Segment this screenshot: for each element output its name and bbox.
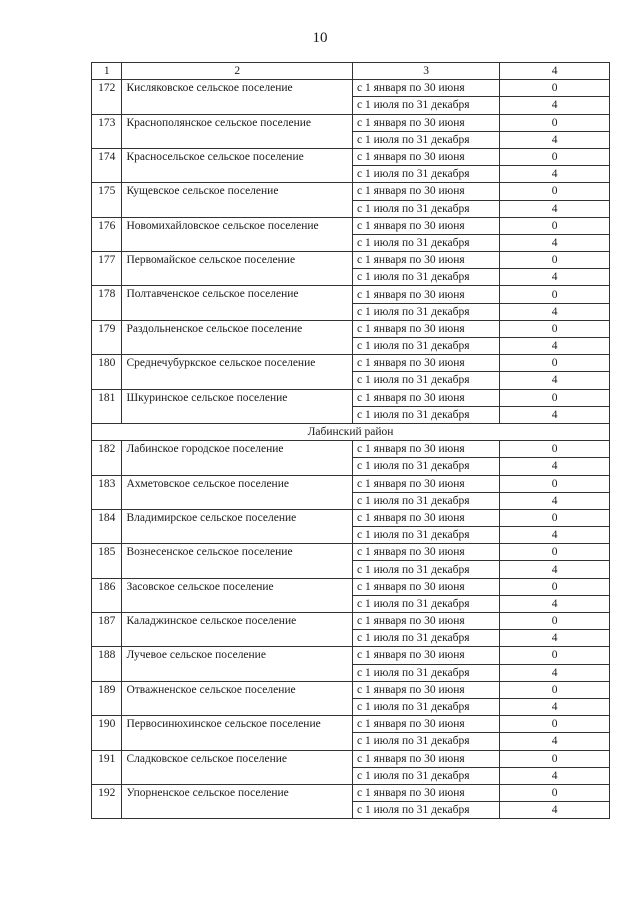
table-row	[92, 716, 610, 733]
row-number: 183	[92, 475, 122, 509]
settlement-name: Кущевское сельское поселение	[122, 183, 353, 217]
table-row	[92, 475, 610, 492]
period-first-half: с 1 января по 30 июня	[353, 252, 500, 269]
value-second-half: 4	[500, 492, 610, 509]
value-first-half: 0	[500, 544, 610, 561]
table-row	[92, 389, 610, 406]
row-number: 175	[92, 183, 122, 217]
value-first-half: 0	[500, 286, 610, 303]
period-second-half: с 1 июля по 31 декабря	[353, 767, 500, 784]
period-first-half: с 1 января по 30 июня	[353, 716, 500, 733]
period-first-half: с 1 января по 30 июня	[353, 509, 500, 526]
period-first-half: с 1 января по 30 июня	[353, 183, 500, 200]
table-header-row	[92, 63, 610, 80]
period-second-half: с 1 июля по 31 декабря	[353, 269, 500, 286]
settlement-name: Сладковское сельское поселение	[122, 750, 353, 784]
period-first-half: с 1 января по 30 июня	[353, 80, 500, 97]
value-second-half: 4	[500, 269, 610, 286]
value-second-half: 4	[500, 406, 610, 423]
header-col-1: 1	[92, 63, 122, 80]
period-first-half: с 1 января по 30 июня	[353, 441, 500, 458]
settlement-name: Упорненское сельское поселение	[122, 784, 353, 818]
period-first-half: с 1 января по 30 июня	[353, 544, 500, 561]
district-row	[92, 423, 610, 440]
settlement-name: Владимирское сельское поселение	[122, 509, 353, 543]
period-first-half: с 1 января по 30 июня	[353, 750, 500, 767]
row-number: 186	[92, 578, 122, 612]
period-second-half: с 1 июля по 31 декабря	[353, 131, 500, 148]
row-number: 181	[92, 389, 122, 423]
value-first-half: 0	[500, 475, 610, 492]
header-col-2: 2	[122, 63, 353, 80]
period-second-half: с 1 июля по 31 декабря	[353, 406, 500, 423]
period-first-half: с 1 января по 30 июня	[353, 114, 500, 131]
value-first-half: 0	[500, 613, 610, 630]
period-second-half: с 1 июля по 31 декабря	[353, 458, 500, 475]
value-second-half: 4	[500, 698, 610, 715]
period-first-half: с 1 января по 30 июня	[353, 647, 500, 664]
table-row	[92, 217, 610, 234]
value-second-half: 4	[500, 458, 610, 475]
value-second-half: 4	[500, 200, 610, 217]
period-second-half: с 1 июля по 31 декабря	[353, 492, 500, 509]
settlement-name: Первосинюхинское сельское поселение	[122, 716, 353, 750]
period-first-half: с 1 января по 30 июня	[353, 389, 500, 406]
value-second-half: 4	[500, 630, 610, 647]
row-number: 190	[92, 716, 122, 750]
value-first-half: 0	[500, 80, 610, 97]
value-first-half: 0	[500, 647, 610, 664]
row-number: 192	[92, 784, 122, 818]
period-second-half: с 1 июля по 31 декабря	[353, 630, 500, 647]
period-second-half: с 1 июля по 31 декабря	[353, 802, 500, 819]
period-second-half: с 1 июля по 31 декабря	[353, 234, 500, 251]
table-row	[92, 544, 610, 561]
row-number: 176	[92, 217, 122, 251]
row-number: 187	[92, 613, 122, 647]
row-number: 179	[92, 320, 122, 354]
row-number: 189	[92, 681, 122, 715]
settlement-name: Лучевое сельское поселение	[122, 647, 353, 681]
period-second-half: с 1 июля по 31 декабря	[353, 527, 500, 544]
settlement-name: Среднечубуркское сельское поселение	[122, 355, 353, 389]
settlement-name: Раздольненское сельское поселение	[122, 320, 353, 354]
period-first-half: с 1 января по 30 июня	[353, 148, 500, 165]
table-row	[92, 441, 610, 458]
settlement-name: Новомихайловское сельское поселение	[122, 217, 353, 251]
period-second-half: с 1 июля по 31 декабря	[353, 733, 500, 750]
row-number: 172	[92, 80, 122, 114]
schedule-table-body	[92, 63, 610, 819]
value-second-half: 4	[500, 303, 610, 320]
settlement-name: Лабинское городское поселение	[122, 441, 353, 475]
settlement-name: Вознесенское сельское поселение	[122, 544, 353, 578]
row-number: 180	[92, 355, 122, 389]
value-first-half: 0	[500, 784, 610, 801]
schedule-table	[91, 62, 610, 819]
settlement-name: Красносельское сельское поселение	[122, 148, 353, 182]
value-first-half: 0	[500, 114, 610, 131]
period-second-half: с 1 июля по 31 декабря	[353, 338, 500, 355]
period-first-half: с 1 января по 30 июня	[353, 355, 500, 372]
row-number: 174	[92, 148, 122, 182]
value-second-half: 4	[500, 527, 610, 544]
row-number: 191	[92, 750, 122, 784]
header-col-3: 3	[353, 63, 500, 80]
value-first-half: 0	[500, 681, 610, 698]
value-first-half: 0	[500, 578, 610, 595]
settlement-name: Засовское сельское поселение	[122, 578, 353, 612]
period-first-half: с 1 января по 30 июня	[353, 681, 500, 698]
page-number: 10	[312, 30, 328, 46]
value-first-half: 0	[500, 750, 610, 767]
value-second-half: 4	[500, 767, 610, 784]
settlement-name: Шкуринское сельское поселение	[122, 389, 353, 423]
row-number: 173	[92, 114, 122, 148]
row-number: 182	[92, 441, 122, 475]
value-second-half: 4	[500, 733, 610, 750]
value-second-half: 4	[500, 97, 610, 114]
period-first-half: с 1 января по 30 июня	[353, 286, 500, 303]
table-row	[92, 784, 610, 801]
value-second-half: 4	[500, 372, 610, 389]
row-number: 184	[92, 509, 122, 543]
value-second-half: 4	[500, 561, 610, 578]
table-row	[92, 183, 610, 200]
period-second-half: с 1 июля по 31 декабря	[353, 698, 500, 715]
period-first-half: с 1 января по 30 июня	[353, 578, 500, 595]
period-first-half: с 1 января по 30 июня	[353, 475, 500, 492]
district-name: Лабинский район	[92, 423, 610, 440]
settlement-name: Краснополянское сельское поселение	[122, 114, 353, 148]
period-second-half: с 1 июля по 31 декабря	[353, 595, 500, 612]
settlement-name: Ахметовское сельское поселение	[122, 475, 353, 509]
value-first-half: 0	[500, 509, 610, 526]
period-second-half: с 1 июля по 31 декабря	[353, 166, 500, 183]
row-number: 178	[92, 286, 122, 320]
row-number: 177	[92, 252, 122, 286]
row-number: 185	[92, 544, 122, 578]
table-row	[92, 647, 610, 664]
table-row	[92, 252, 610, 269]
value-second-half: 4	[500, 664, 610, 681]
value-first-half: 0	[500, 320, 610, 337]
period-second-half: с 1 июля по 31 декабря	[353, 97, 500, 114]
settlement-name: Кисляковское сельское поселение	[122, 80, 353, 114]
period-second-half: с 1 июля по 31 декабря	[353, 561, 500, 578]
settlement-name: Отважненское сельское поселение	[122, 681, 353, 715]
value-second-half: 4	[500, 131, 610, 148]
settlement-name: Каладжинское сельское поселение	[122, 613, 353, 647]
value-first-half: 0	[500, 355, 610, 372]
table-row	[92, 320, 610, 337]
table-row	[92, 80, 610, 97]
table-row	[92, 286, 610, 303]
row-number: 188	[92, 647, 122, 681]
value-second-half: 4	[500, 234, 610, 251]
period-second-half: с 1 июля по 31 декабря	[353, 200, 500, 217]
period-second-half: с 1 июля по 31 декабря	[353, 664, 500, 681]
table-row	[92, 750, 610, 767]
value-first-half: 0	[500, 148, 610, 165]
table-row	[92, 148, 610, 165]
value-first-half: 0	[500, 183, 610, 200]
table-row	[92, 355, 610, 372]
value-second-half: 4	[500, 338, 610, 355]
table-row	[92, 613, 610, 630]
value-second-half: 4	[500, 802, 610, 819]
period-second-half: с 1 июля по 31 декабря	[353, 372, 500, 389]
value-second-half: 4	[500, 595, 610, 612]
settlement-name: Первомайское сельское поселение	[122, 252, 353, 286]
table-row	[92, 114, 610, 131]
settlement-name: Полтавченское сельское поселение	[122, 286, 353, 320]
period-first-half: с 1 января по 30 июня	[353, 320, 500, 337]
value-first-half: 0	[500, 217, 610, 234]
value-first-half: 0	[500, 252, 610, 269]
table-row	[92, 509, 610, 526]
period-first-half: с 1 января по 30 июня	[353, 217, 500, 234]
period-first-half: с 1 января по 30 июня	[353, 613, 500, 630]
table-row	[92, 578, 610, 595]
value-first-half: 0	[500, 441, 610, 458]
period-second-half: с 1 июля по 31 декабря	[353, 303, 500, 320]
header-col-4: 4	[500, 63, 610, 80]
period-first-half: с 1 января по 30 июня	[353, 784, 500, 801]
value-first-half: 0	[500, 389, 610, 406]
value-second-half: 4	[500, 166, 610, 183]
value-first-half: 0	[500, 716, 610, 733]
table-row	[92, 681, 610, 698]
